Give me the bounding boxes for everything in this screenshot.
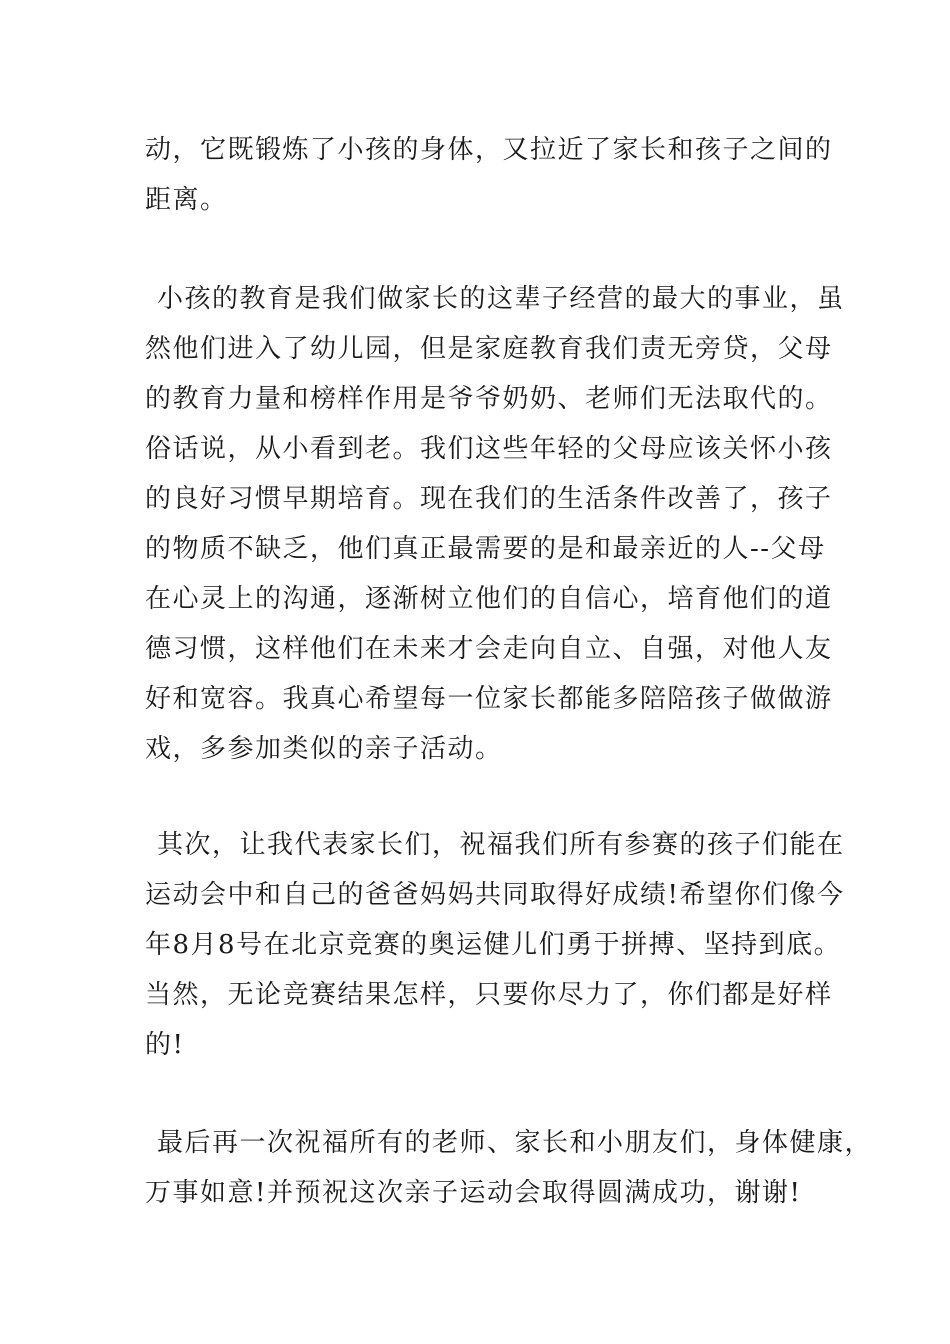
paragraph-3 [145, 820, 845, 1070]
paragraph-line: 动，它既锻炼了小孩的身体，又拉近了家长和孩子之间的 [145, 135, 833, 165]
paragraph-line: 戏，多参加类似的亲子活动。 [145, 734, 503, 764]
paragraph-line: 俗话说，从小看到老。我们这些年轻的父母应该关怀小孩 [145, 434, 833, 464]
paragraph-4 [145, 1118, 873, 1218]
paragraph-line: 运动会中和自己的爸爸妈妈共同取得好成绩!希望你们像今 [145, 880, 845, 910]
paragraph-line: 年8月8号在北京竞赛的奥运健儿们勇于拼搏、坚持到底。 [145, 930, 842, 960]
paragraph-line: 在心灵上的沟通，逐渐树立他们的自信心，培育他们的道 [145, 584, 833, 614]
paragraph-1 [145, 125, 835, 225]
paragraph-2 [145, 274, 845, 774]
paragraph-line: 的教育力量和榜样作用是爷爷奶奶、老师们无法取代的。 [145, 384, 833, 414]
paragraph-line: 万事如意!并预祝这次亲子运动会取得圆满成功，谢谢! [145, 1178, 802, 1208]
paragraph-line: 德习惯，这样他们在未来才会走向自立、自强，对他人友 [145, 634, 833, 664]
paragraph-line: 然他们进入了幼儿园，但是家庭教育我们责无旁贷，父母 [145, 334, 833, 364]
paragraph-line: 最后再一次祝福所有的老师、家长和小朋友们，身体健康， [157, 1128, 873, 1158]
paragraph-line: 的! [145, 1030, 185, 1060]
paragraph-line: 距离。 [145, 185, 228, 215]
paragraph-line: 小孩的教育是我们做家长的这辈子经营的最大的事业，虽 [157, 284, 845, 314]
paragraph-line: 好和宽容。我真心希望每一位家长都能多陪陪孩子做做游 [145, 684, 833, 714]
paragraph-line: 其次，让我代表家长们，祝福我们所有参赛的孩子们能在 [157, 830, 845, 860]
paragraph-line: 的良好习惯早期培育。现在我们的生活条件改善了，孩子 [145, 484, 833, 514]
paragraph-line: 的物质不缺乏，他们真正最需要的是和最亲近的人--父母 [145, 534, 826, 564]
paragraph-line: 当然，无论竞赛结果怎样，只要你尽力了，你们都是好样 [145, 980, 833, 1010]
